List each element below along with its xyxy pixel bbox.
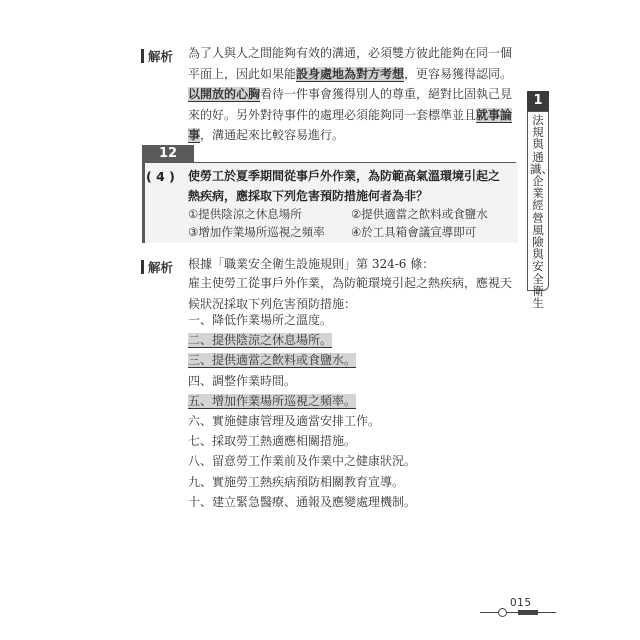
highlighted-item: 二、提供陰涼之休息場所。 xyxy=(188,333,333,348)
analysis-intro: 根據「職業安全衛生設施規則」第 324-6 條： xyxy=(188,257,435,271)
footer-block xyxy=(518,610,538,615)
highlight-empathy: 設身處地為對方考想 xyxy=(296,66,405,81)
label-bar xyxy=(141,49,144,63)
highlight-matter-of-fact: 就事論事 xyxy=(188,107,513,142)
list-item: 八、留意勞工作業前及作業中之健康狀況。 xyxy=(188,454,417,469)
question-text: 使勞工於夏季期間從事戶外作業，為防範高氣溫環境引起之熱疾病，應採取下列危害預防措施何者為非？ xyxy=(188,169,501,203)
chapter-number: 1 xyxy=(527,91,549,111)
list-item: 六、實施健康管理及適當安排工作。 xyxy=(188,413,381,428)
footer-rule-mid xyxy=(506,612,518,613)
list-item: 七、採取勞工熱適應相關措施。 xyxy=(188,434,357,449)
list-item: 十、建立緊急醫療、通報及應變處理機制。 xyxy=(188,494,417,509)
label-bar xyxy=(141,260,144,274)
option-2: ②提供適當之飲料或食鹽水 xyxy=(351,207,488,221)
list-item: 九、實施勞工熱疾病預防相關教育宣導。 xyxy=(188,474,405,489)
measures-list xyxy=(188,310,416,512)
list-item xyxy=(188,391,416,411)
option-3: ③增加作業場所巡視之頻率 xyxy=(188,225,325,239)
list-item xyxy=(188,350,416,370)
option-1: ①提供陰涼之休息場所 xyxy=(188,207,302,221)
question-answer: ( 4 ) xyxy=(146,169,175,184)
analysis-paragraph-2: 雇主使勞工從事戶外作業，為防範環境引起之熱疾病，應視天候狀況採取下列危害預防措施： xyxy=(188,276,513,311)
list-item xyxy=(188,330,416,350)
highlighted-item: 五、增加作業場所巡視之頻率。 xyxy=(188,393,357,408)
option-4: ④於工具箱會議宣導即可 xyxy=(351,225,477,239)
analysis-paragraph-1: 為了人與人之間能夠有效的溝通，必須雙方彼此能夠在同一個平面上，因此如果能設身處地為對方考想，更容易獲得認同。以開放的心胸看待一件事會獲得別人的尊重，絕對比固執己見來的好。另外對待事件的處理必須能夠同一套標準並且就事論事，溝通起來比較容易進行。 xyxy=(188,46,513,142)
highlighted-item: 三、提供適當之飲料或食鹽水。 xyxy=(188,353,357,368)
footer-rule-left xyxy=(480,612,498,613)
footer-rule-right xyxy=(538,612,556,613)
page-number: 015 xyxy=(510,597,532,609)
analysis-label-1: 解析 xyxy=(141,47,173,65)
question-number: 12 xyxy=(142,145,194,163)
analysis-label-2: 解析 xyxy=(141,258,173,276)
list-item: 一、降低作業場所之溫度。 xyxy=(188,313,333,327)
highlight-open-mind: 以開放的心胸 xyxy=(188,87,261,101)
list-item: 四、調整作業時間。 xyxy=(188,373,297,388)
chapter-title: 法規與通識、企業經營風險與安全衛生 xyxy=(530,113,553,311)
